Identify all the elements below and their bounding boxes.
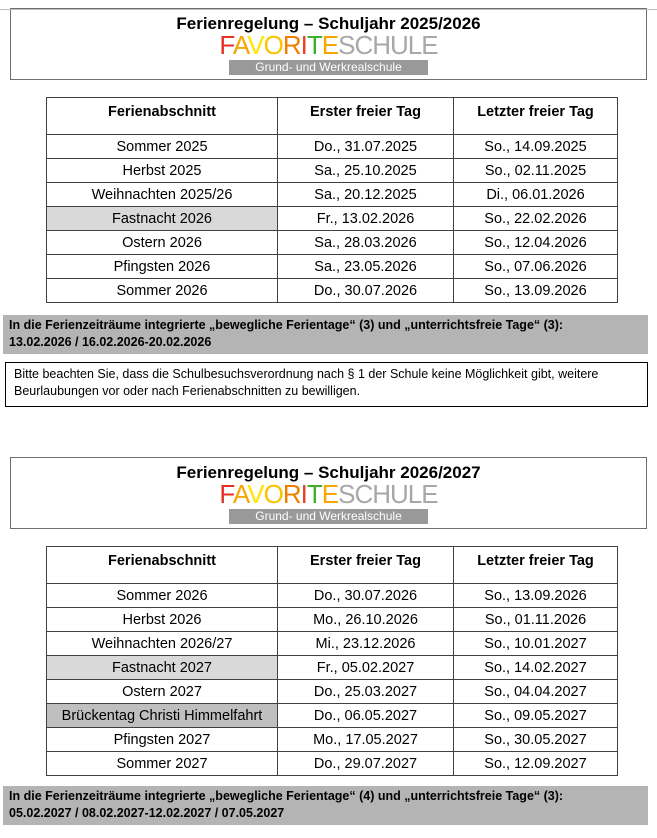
logo-letter: F [219,30,233,60]
column-header-erster-freier-tag: Erster freier Tag [278,547,454,584]
first-free-day-cell: Do., 06.05.2027 [278,704,454,728]
table-row [47,680,618,704]
page-top-border [0,9,657,10]
holiday-name-cell: Sommer 2027 [47,752,278,776]
logo-tagline-2: Grund- und Werkrealschule [229,509,428,524]
table-row [47,632,618,656]
holiday-name-cell: Ostern 2026 [47,231,278,255]
movable-holidays-note-2 [3,786,648,825]
movable-holidays-note [3,315,648,354]
table-row [47,183,618,207]
regulation-note: Bitte beachten Sie, dass die Schulbesuchsverordnung nach § 1 der Schule keine Möglichkeit gibt, weitere Beurlaubungen vor oder nach Ferienabschnitten zu bewilligen. [5,362,648,407]
first-free-day-cell: Do., 30.07.2026 [278,584,454,608]
last-free-day-cell: So., 30.05.2027 [454,728,618,752]
holiday-name-cell: Ostern 2027 [47,680,278,704]
logo-brand-letters [219,30,338,60]
movable-holidays-note-line1: In die Ferienzeiträume integrierte „bewegliche Ferientage“ (3) und „unterrichtsfreie Tage“ (3): [9,318,564,332]
section-2026-2027 [0,457,657,825]
school-logo-2 [11,479,646,525]
table-header-row [47,98,618,135]
table-row [47,279,618,303]
last-free-day-cell: So., 01.11.2026 [454,608,618,632]
table-row [47,135,618,159]
last-free-day-cell: So., 10.01.2027 [454,632,618,656]
logo-letter: V [247,479,264,509]
table-row [47,231,618,255]
last-free-day-cell: So., 12.09.2027 [454,752,618,776]
last-free-day-cell: So., 14.09.2025 [454,135,618,159]
holiday-name-cell: Fastnacht 2027 [47,656,278,680]
logo-letter: E [321,479,339,509]
logo-letter: T [306,30,322,60]
table-row [47,159,618,183]
table-row [47,656,618,680]
column-header-ferienabschnitt: Ferienabschnitt [47,547,278,584]
holiday-table-2025-2026 [46,97,618,303]
movable-holidays-note-2-line2: 05.02.2027 / 08.02.2027-12.02.2027 / 07.05.2027 [9,806,285,820]
logo-letter: E [321,30,339,60]
logo-letter: R [282,30,301,60]
first-free-day-cell: Sa., 28.03.2026 [278,231,454,255]
logo-tagline: Grund- und Werkrealschule [229,60,428,75]
column-header-ferienabschnitt: Ferienabschnitt [47,98,278,135]
first-free-day-cell: Mo., 26.10.2026 [278,608,454,632]
holiday-name-cell: Weihnachten 2025/26 [47,183,278,207]
first-free-day-cell: Do., 31.07.2025 [278,135,454,159]
last-free-day-cell: So., 07.06.2026 [454,255,618,279]
logo-letter: I [300,30,307,60]
table-row [47,728,618,752]
logo-letter: I [300,479,307,509]
table-body [47,584,618,776]
logo-letter: F [219,479,233,509]
last-free-day-cell: So., 02.11.2025 [454,159,618,183]
last-free-day-cell: Di., 06.01.2026 [454,183,618,207]
last-free-day-cell: So., 13.09.2026 [454,584,618,608]
table-row [47,752,618,776]
logo-suffix: SCHULE [338,30,438,60]
logo-brand-letters-2 [219,479,338,509]
last-free-day-cell: So., 13.09.2026 [454,279,618,303]
last-free-day-cell: So., 12.04.2026 [454,231,618,255]
movable-holidays-note-line2: 13.02.2026 / 16.02.2026-20.02.2026 [9,335,212,349]
header-box-2025-2026 [10,8,647,80]
last-free-day-cell: So., 04.04.2027 [454,680,618,704]
logo-wordmark [11,30,646,60]
first-free-day-cell: Do., 29.07.2027 [278,752,454,776]
logo-letter: A [232,30,248,60]
table-row [47,207,618,231]
first-free-day-cell: Sa., 23.05.2026 [278,255,454,279]
first-free-day-cell: Mo., 17.05.2027 [278,728,454,752]
column-header-letzter-freier-tag: Letzter freier Tag [454,98,618,135]
table-row [47,255,618,279]
holiday-name-cell: Sommer 2025 [47,135,278,159]
header-box-2026-2027 [10,457,647,529]
first-free-day-cell: Do., 25.03.2027 [278,680,454,704]
column-header-letzter-freier-tag: Letzter freier Tag [454,547,618,584]
holiday-name-cell: Herbst 2025 [47,159,278,183]
logo-letter: O [263,479,283,509]
first-free-day-cell: Sa., 25.10.2025 [278,159,454,183]
table-header-row [47,547,618,584]
table-row [47,584,618,608]
school-logo [11,30,646,76]
first-free-day-cell: Sa., 20.12.2025 [278,183,454,207]
logo-letter: R [282,479,301,509]
last-free-day-cell: So., 14.02.2027 [454,656,618,680]
logo-letter: T [306,479,322,509]
holiday-name-cell: Sommer 2026 [47,584,278,608]
holiday-name-cell: Herbst 2026 [47,608,278,632]
first-free-day-cell: Mi., 23.12.2026 [278,632,454,656]
holiday-name-cell: Fastnacht 2026 [47,207,278,231]
table-body [47,135,618,303]
holiday-name-cell: Sommer 2026 [47,279,278,303]
holiday-table-2026-2027 [46,546,618,776]
logo-wordmark-2 [11,479,646,509]
holiday-name-cell: Brückentag Christi Himmelfahrt [47,704,278,728]
column-header-erster-freier-tag: Erster freier Tag [278,98,454,135]
holiday-name-cell: Pfingsten 2026 [47,255,278,279]
holiday-name-cell: Pfingsten 2027 [47,728,278,752]
last-free-day-cell: So., 09.05.2027 [454,704,618,728]
holiday-name-cell: Weihnachten 2026/27 [47,632,278,656]
page-title-2: Ferienregelung – Schuljahr 2026/2027 [176,463,481,482]
first-free-day-cell: Fr., 13.02.2026 [278,207,454,231]
table-row [47,704,618,728]
first-free-day-cell: Fr., 05.02.2027 [278,656,454,680]
section-2025-2026 [0,8,657,407]
logo-suffix-2: SCHULE [338,479,438,509]
logo-letter: A [232,479,248,509]
first-free-day-cell: Do., 30.07.2026 [278,279,454,303]
table-row [47,608,618,632]
logo-letter: V [247,30,264,60]
logo-letter: O [263,30,283,60]
page-title: Ferienregelung – Schuljahr 2025/2026 [176,14,481,33]
movable-holidays-note-2-line1: In die Ferienzeiträume integrierte „bewegliche Ferientage“ (4) und „unterrichtsfreie Tage“ (3): [9,789,564,803]
last-free-day-cell: So., 22.02.2026 [454,207,618,231]
